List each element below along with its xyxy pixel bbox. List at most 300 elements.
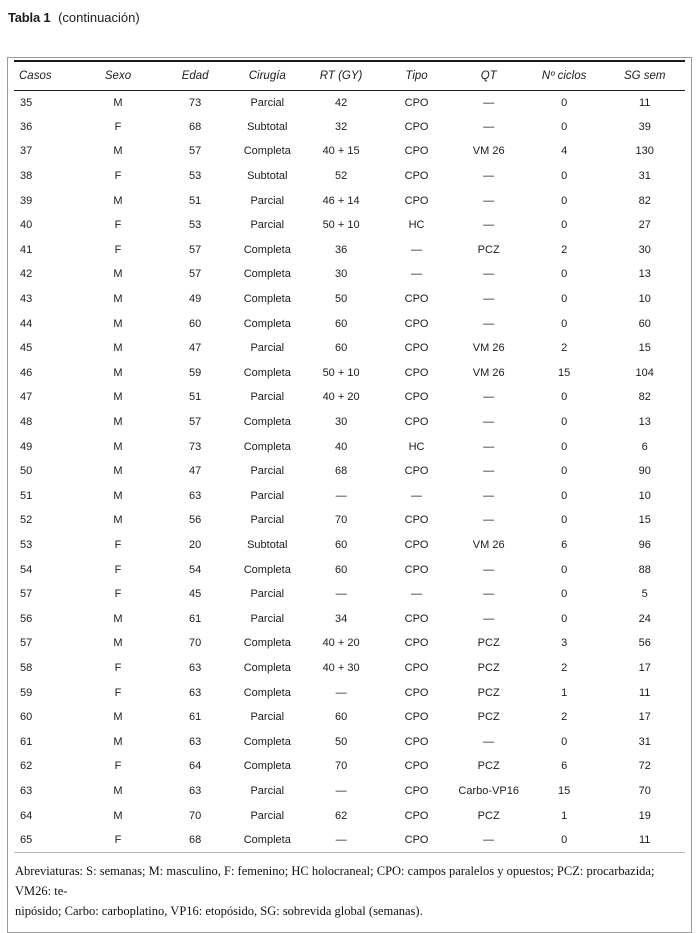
table-cell: 30	[334, 416, 348, 429]
table-cell: 60	[20, 711, 33, 724]
table-cell: Parcial	[250, 588, 285, 601]
table-cell: —	[483, 219, 495, 232]
table-cell: 64	[189, 760, 202, 773]
table-cell: M	[113, 735, 123, 748]
table-cell: M	[113, 465, 123, 478]
table-cell: 130	[635, 145, 654, 158]
table-cell: F	[114, 588, 122, 601]
table-cell: 56	[20, 612, 33, 625]
table-cell: Parcial	[250, 219, 285, 232]
table-cell: CPO	[404, 834, 429, 847]
table-cell: 41	[20, 243, 33, 256]
table-cell: CPO	[404, 760, 429, 773]
table-cell: 38	[20, 170, 33, 183]
table-cell: 40	[20, 219, 33, 232]
table-row	[14, 582, 685, 607]
column-header-tipo: Tipo	[380, 62, 454, 90]
table-title-continuation: (continuación)	[58, 10, 140, 25]
table-cell: 36	[334, 243, 348, 256]
table-cell: M	[113, 637, 123, 650]
table-cell: 49	[20, 440, 33, 453]
table-cell: 0	[561, 465, 568, 478]
table-cell: 17	[638, 711, 651, 724]
table-cell: 31	[638, 170, 651, 183]
table-cell: 58	[20, 661, 33, 674]
table-cell: 88	[638, 563, 651, 576]
table-cell: M	[113, 317, 123, 330]
table-cell: 15	[638, 514, 651, 527]
table-cell: 63	[189, 784, 202, 797]
table-cell: VM 26	[472, 145, 505, 158]
table-cell: 45	[189, 588, 202, 601]
table-cell: F	[114, 170, 122, 183]
table-cell: Completa	[243, 243, 291, 256]
table-row	[14, 115, 685, 140]
table-cell: 70	[638, 784, 651, 797]
table-cell: F	[114, 563, 122, 576]
table-cell: 62	[20, 760, 33, 773]
table-cell: Completa	[243, 268, 291, 281]
table-row	[14, 262, 685, 287]
table-cell: 43	[20, 293, 33, 306]
table-cell: —	[411, 489, 423, 502]
table-cell: 35	[20, 96, 33, 109]
table-cell: Completa	[243, 440, 291, 453]
table-cell: PCZ	[477, 760, 500, 773]
table-row	[14, 336, 685, 361]
table-cell: 2	[561, 711, 568, 724]
table-cell: 47	[189, 465, 202, 478]
table-cell: —	[335, 834, 347, 847]
table-cell: 82	[638, 391, 651, 404]
table-cell: 39	[638, 120, 651, 133]
table-cell: 6	[641, 440, 648, 453]
table-cell: —	[411, 588, 423, 601]
table-cell: 52	[20, 514, 33, 527]
table-cell: 70	[334, 514, 348, 527]
table-cell: Parcial	[250, 489, 285, 502]
table-cell: 0	[561, 219, 568, 232]
table-cell: 42	[334, 96, 348, 109]
table-header-row	[14, 62, 685, 90]
table-cell: Completa	[243, 366, 291, 379]
table-cell: 60	[334, 317, 348, 330]
table-cell: 15	[558, 366, 571, 379]
table-cell: Completa	[243, 563, 291, 576]
table-row	[14, 434, 685, 459]
table-row	[14, 213, 685, 238]
table-row	[14, 606, 685, 631]
table-cell: M	[113, 194, 123, 207]
table-cell: VM 26	[472, 366, 505, 379]
table-cell: 24	[638, 612, 651, 625]
table-cell: 61	[20, 735, 33, 748]
table-cell: 11	[639, 834, 651, 847]
table-cell: —	[483, 120, 495, 133]
table-cell: 0	[561, 268, 568, 281]
table-cell: Completa	[243, 293, 291, 306]
table-cell: PCZ	[477, 686, 500, 699]
table-cell: Completa	[243, 735, 291, 748]
table-cell: 57	[20, 588, 33, 601]
table-cell: 2	[561, 342, 568, 355]
column-header-rt-gy: RT (GY)	[303, 62, 380, 90]
table-row	[14, 361, 685, 386]
table-cell: 40 + 20	[322, 391, 360, 404]
table-cell: CPO	[404, 686, 429, 699]
table-cell: CPO	[404, 809, 429, 822]
table-cell: 46	[20, 366, 33, 379]
table-cell: 63	[189, 489, 202, 502]
column-header-n-ciclos: Nº ciclos	[524, 62, 605, 90]
table-cell: 70	[334, 760, 348, 773]
table-cell: CPO	[404, 145, 429, 158]
table-cell: —	[483, 170, 495, 183]
table-cell: M	[113, 784, 123, 797]
footnote-line-2: nipósido; Carbo: carboplatino, VP16: etopósido, SG: sobrevida global (semanas).	[15, 904, 423, 919]
table-cell: HC	[408, 440, 425, 453]
table-cell: —	[483, 588, 495, 601]
table-cell: Completa	[243, 834, 291, 847]
table-cell: CPO	[404, 637, 429, 650]
table-cell: Completa	[243, 416, 291, 429]
table-cell: 59	[189, 366, 202, 379]
table-cell: 62	[334, 809, 348, 822]
table-cell: —	[483, 514, 495, 527]
table-cell: 61	[189, 711, 202, 724]
table-cell: 0	[561, 170, 568, 183]
table-cell: 0	[561, 293, 568, 306]
table-cell: 6	[561, 538, 568, 551]
table-cell: 34	[334, 612, 348, 625]
table-cell: M	[113, 809, 123, 822]
table-cell: PCZ	[477, 809, 500, 822]
table-cell: 0	[561, 514, 568, 527]
table-title	[0, 0, 700, 26]
table-cell: F	[114, 686, 122, 699]
table-cell: M	[113, 268, 123, 281]
table-cell: —	[411, 243, 423, 256]
table-cell: Parcial	[250, 711, 285, 724]
table-cell: —	[335, 686, 347, 699]
table-cell: 68	[189, 834, 202, 847]
table-cell: CPO	[404, 538, 429, 551]
table-cell: VM 26	[472, 538, 505, 551]
data-table	[14, 62, 685, 852]
table-cell: CPO	[404, 465, 429, 478]
table-cell: Completa	[243, 661, 291, 674]
table-cell: Parcial	[250, 809, 285, 822]
table-cell: —	[483, 563, 495, 576]
table-cell: CPO	[404, 514, 429, 527]
table-cell: —	[335, 784, 347, 797]
table-cell: 0	[561, 563, 568, 576]
table-cell: M	[113, 293, 123, 306]
table-cell: 0	[561, 96, 568, 109]
table-cell: 1	[561, 686, 568, 699]
table-cell: 104	[635, 366, 654, 379]
table-row	[14, 533, 685, 558]
table-cell: F	[114, 834, 122, 847]
table-cell: CPO	[404, 170, 429, 183]
table-cell: 60	[334, 711, 348, 724]
table-cell: Completa	[243, 317, 291, 330]
table-cell: 31	[638, 735, 651, 748]
table-cell: Parcial	[250, 194, 285, 207]
table-cell: 0	[561, 489, 568, 502]
table-cell: PCZ	[477, 243, 500, 256]
table-cell: CPO	[404, 612, 429, 625]
table-cell: HC	[408, 219, 425, 232]
table-cell: —	[483, 465, 495, 478]
table-cell: 30	[334, 268, 348, 281]
table-cell: CPO	[404, 784, 429, 797]
table-cell: 63	[20, 784, 33, 797]
column-header-sexo: Sexo	[78, 62, 159, 90]
table-cell: 96	[638, 538, 651, 551]
table-cell: 0	[561, 416, 568, 429]
table-row	[14, 828, 685, 853]
table-cell: 63	[189, 661, 202, 674]
table-cell: —	[411, 268, 423, 281]
table-cell: CPO	[404, 194, 429, 207]
table-cell: 19	[638, 809, 651, 822]
table-cell: 0	[561, 317, 568, 330]
table-cell: —	[483, 834, 495, 847]
table-cell: VM 26	[472, 342, 505, 355]
table-cell: CPO	[404, 661, 429, 674]
table-cell: 51	[20, 489, 33, 502]
table-cell: Parcial	[250, 391, 285, 404]
table-row	[14, 484, 685, 509]
table-cell: Parcial	[250, 612, 285, 625]
table-cell: 65	[20, 834, 33, 847]
table-cell: 52	[334, 170, 348, 183]
table-cell: M	[113, 96, 123, 109]
table-cell: F	[114, 120, 122, 133]
table-cell: 2	[561, 243, 568, 256]
table-row	[14, 803, 685, 828]
table-row	[14, 680, 685, 705]
table-cell: 53	[189, 219, 202, 232]
table-cell: 44	[20, 317, 33, 330]
footnote	[14, 852, 685, 932]
table-cell: PCZ	[477, 661, 500, 674]
table-body	[14, 90, 685, 852]
column-header-sg-sem: SG sem	[604, 62, 685, 90]
table-cell: —	[335, 588, 347, 601]
table-cell: CPO	[404, 120, 429, 133]
table-row	[14, 164, 685, 189]
table-cell: Subtotal	[247, 120, 288, 133]
table-cell: 50 + 10	[322, 219, 360, 232]
table-cell: 90	[638, 465, 651, 478]
table-cell: 20	[189, 538, 202, 551]
table-row	[14, 287, 685, 312]
table-cell: 36	[20, 120, 33, 133]
table-cell: 54	[20, 563, 33, 576]
table-cell: 0	[561, 194, 568, 207]
table-cell: 53	[189, 170, 202, 183]
table-cell: 6	[561, 760, 568, 773]
table-cell: —	[335, 489, 347, 502]
table-cell: 57	[189, 145, 202, 158]
table-cell: 11	[639, 96, 651, 109]
table-cell: 17	[638, 661, 651, 674]
table-cell: Subtotal	[247, 170, 288, 183]
table-cell: 51	[189, 194, 202, 207]
table-cell: 47	[20, 391, 33, 404]
table-cell: 1	[561, 809, 568, 822]
footnote-line-1: Abreviaturas: S: semanas; M: masculino, F: femenino; HC holocraneal; CPO: campos paralelos y opuestos; PCZ: procarbazida; VM26: te-	[15, 864, 655, 899]
table-title-label: Tabla 1	[8, 10, 51, 25]
table-cell: 60	[334, 563, 348, 576]
table-cell: 0	[561, 391, 568, 404]
table-cell: 40 + 15	[322, 145, 360, 158]
table-cell: CPO	[404, 735, 429, 748]
table-cell: 47	[189, 342, 202, 355]
column-header-cirugia: Cirugía	[232, 62, 302, 90]
table-cell: 11	[639, 686, 651, 699]
table-cell: 0	[561, 120, 568, 133]
table-row	[14, 631, 685, 656]
table-cell: 51	[189, 391, 202, 404]
column-header-qt: QT	[453, 62, 523, 90]
table-cell: 56	[638, 637, 651, 650]
table-cell: 60	[638, 317, 651, 330]
table-cell: M	[113, 366, 123, 379]
table-cell: 73	[189, 440, 202, 453]
table-row	[14, 238, 685, 263]
table-cell: Parcial	[250, 784, 285, 797]
table-cell: —	[483, 317, 495, 330]
table-cell: 57	[20, 637, 33, 650]
table-cell: 60	[334, 538, 348, 551]
table-cell: M	[113, 391, 123, 404]
table-cell: 68	[334, 465, 348, 478]
table-cell: 0	[561, 440, 568, 453]
table-cell: Parcial	[250, 465, 285, 478]
table-row	[14, 754, 685, 779]
table-cell: 30	[638, 243, 651, 256]
table-cell: M	[113, 342, 123, 355]
table-cell: 39	[20, 194, 33, 207]
table-cell: 0	[561, 612, 568, 625]
table-cell: M	[113, 416, 123, 429]
table-cell: M	[113, 514, 123, 527]
table-cell: CPO	[404, 391, 429, 404]
table-cell: 15	[558, 784, 571, 797]
table-cell: —	[483, 489, 495, 502]
table-cell: 50 + 10	[322, 366, 360, 379]
table-cell: 70	[189, 809, 202, 822]
table-cell: 40	[334, 440, 348, 453]
table-row	[14, 188, 685, 213]
table-cell: —	[483, 194, 495, 207]
table-cell: CPO	[404, 366, 429, 379]
table-cell: 50	[20, 465, 33, 478]
table-row	[14, 410, 685, 435]
table-cell: 56	[189, 514, 202, 527]
table-cell: 40 + 30	[322, 661, 360, 674]
table-cell: 15	[638, 342, 651, 355]
table-row	[14, 385, 685, 410]
table-cell: 82	[638, 194, 651, 207]
table-cell: F	[114, 243, 122, 256]
table-cell: F	[114, 538, 122, 551]
table-cell: 46 + 14	[322, 194, 360, 207]
table-row	[14, 311, 685, 336]
table-cell: Parcial	[250, 342, 285, 355]
table-cell: 60	[334, 342, 348, 355]
table-row	[14, 729, 685, 754]
table-cell: 5	[641, 588, 648, 601]
table-cell: Carbo-VP16	[458, 784, 519, 797]
table-cell: PCZ	[477, 711, 500, 724]
table-cell: CPO	[404, 563, 429, 576]
table-cell: 70	[189, 637, 202, 650]
table-cell: 57	[189, 268, 202, 281]
table-cell: M	[113, 440, 123, 453]
table-cell: CPO	[404, 342, 429, 355]
table-cell: 13	[638, 268, 651, 281]
table-cell: 50	[334, 293, 348, 306]
table-cell: 60	[189, 317, 202, 330]
table-cell: 63	[189, 686, 202, 699]
table-row	[14, 508, 685, 533]
table-row	[14, 459, 685, 484]
table-cell: 40 + 20	[322, 637, 360, 650]
table-cell: 73	[189, 96, 202, 109]
table-cell: Completa	[243, 760, 291, 773]
table-cell: 10	[638, 489, 651, 502]
table-cell: 0	[561, 588, 568, 601]
table-cell: Completa	[243, 637, 291, 650]
column-header-casos: Casos	[14, 62, 78, 90]
table-cell: 68	[189, 120, 202, 133]
table-cell: 57	[189, 416, 202, 429]
table-cell: F	[114, 760, 122, 773]
table-cell: Parcial	[250, 514, 285, 527]
table-cell: 37	[20, 145, 33, 158]
table-cell: 27	[638, 219, 651, 232]
table-cell: 0	[561, 834, 568, 847]
table-cell: M	[113, 711, 123, 724]
table-cell: —	[483, 440, 495, 453]
table-cell: Subtotal	[247, 538, 288, 551]
table-row	[14, 90, 685, 115]
table-cell: F	[114, 219, 122, 232]
table-cell: 57	[189, 243, 202, 256]
table-cell: 0	[561, 735, 568, 748]
table-cell: CPO	[404, 317, 429, 330]
table-cell: CPO	[404, 416, 429, 429]
table-cell: M	[113, 612, 123, 625]
table-cell: 2	[561, 661, 568, 674]
table-cell: Parcial	[250, 96, 285, 109]
table-row	[14, 656, 685, 681]
table-cell: 63	[189, 735, 202, 748]
table-row	[14, 705, 685, 730]
table-row	[14, 139, 685, 164]
table-cell: 64	[20, 809, 33, 822]
table-cell: —	[483, 268, 495, 281]
column-header-edad: Edad	[158, 62, 232, 90]
table-cell: 61	[189, 612, 202, 625]
table-cell: —	[483, 735, 495, 748]
table-cell: CPO	[404, 96, 429, 109]
table-cell: 45	[20, 342, 33, 355]
